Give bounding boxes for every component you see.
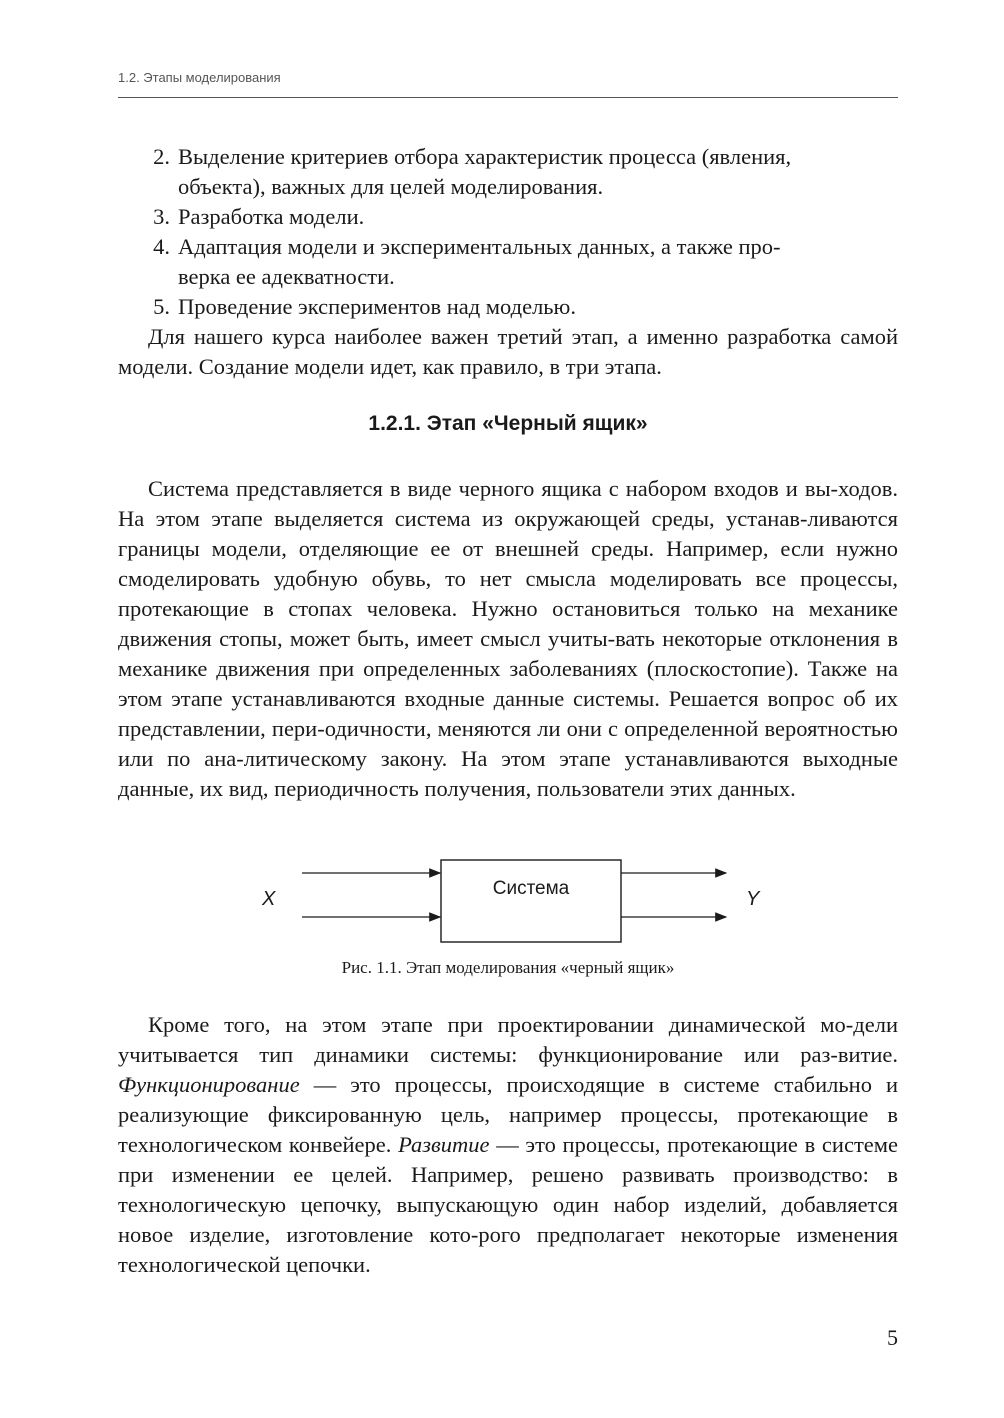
paragraph-text (118, 1010, 898, 1280)
list-line: Выделение критериев отбора характеристик процесса (явления, (178, 144, 792, 169)
list-item (118, 232, 898, 292)
system-label: Система (492, 878, 570, 899)
list-item (118, 292, 898, 322)
list-item (118, 142, 898, 202)
term-development: Развитие (398, 1132, 490, 1157)
list-line: объекта), важных для целей моделирования. (178, 174, 604, 199)
list-number: 3. (153, 204, 170, 229)
list-item (118, 202, 898, 232)
list-number: 5. (153, 294, 170, 319)
page-number: 5 (887, 1325, 898, 1350)
list-number: 4. (153, 234, 170, 259)
input-label: X (262, 888, 276, 910)
list-text: Проведение экспериментов над моделью. (178, 294, 576, 319)
figure-caption: Рис. 1.1. Этап моделирования «черный ящик» (341, 958, 675, 977)
intro-paragraph: Для нашего курса наиболее важен третий этап, а именно разработка самой модели. Создание модели идет, как правило, в три этапа. (118, 324, 898, 379)
running-head: 1.2. Этапы моделирования (118, 70, 281, 85)
black-box-diagram (250, 855, 770, 965)
system-box (441, 860, 621, 942)
text-span: — это процессы, протекающие в системе при изменении ее целей. Например, решено развивать производство: в технологическую цепочку, выпускающую один набор изделий, добавляется новое изделие, изготовление кото-рого предполагает некоторые изменения технологической цепочки. (118, 1132, 898, 1277)
header-rule (118, 97, 898, 98)
section-heading: 1.2.1. Этап «Черный ящик» (368, 412, 648, 435)
list-text: Разработка модели. (178, 204, 365, 229)
list-text (178, 232, 898, 292)
list-line: верка ее адекватности. (178, 264, 395, 289)
output-label: Y (746, 888, 760, 910)
paragraph-text: Система представляется в виде черного ящика с набором входов и вы-ходов. На этом этапе выделяется система из окружающей среды, устанав-ливаются границы модели, отделяющие ее от внешней среды. Например, если нужно смоделировать удобную обувь, то нет смысла моделировать все процессы, протекающие в стопах человека. Нужно остановиться только на механике движения стопы, может быть, имеет смысл учиты-вать некоторые отклонения в механике движения при определенных заболеваниях (плоскостопие). Также на этом этапе устанавливаются входные данные системы. Решается вопрос об их представлении, пери-одичности, меняются ли они с определенной вероятностью или по ана-литическому закону. На этом этапе устанавливаются выходные данные, их вид, периодичность получения, пользователи этих данных. (118, 476, 898, 801)
term-functioning: Функционирование (118, 1072, 300, 1097)
paragraph-black-box (118, 474, 898, 804)
list-number: 2. (153, 144, 170, 169)
paragraph-dynamics (118, 1010, 898, 1280)
list-text (178, 142, 898, 202)
text-span: — это процессы, происходящие в системе стабильно и реализующие фиксированную цель, например процессы, протекающие в технологическом конвейере. (118, 1072, 898, 1157)
text-span: Кроме того, на этом этапе при проектировании динамической мо-дели учитывается тип динамики системы: функционирование или раз-витие. (118, 1012, 898, 1067)
list-line: Адаптация модели и экспериментальных данных, а также про- (178, 234, 781, 259)
numbered-list (118, 142, 898, 382)
